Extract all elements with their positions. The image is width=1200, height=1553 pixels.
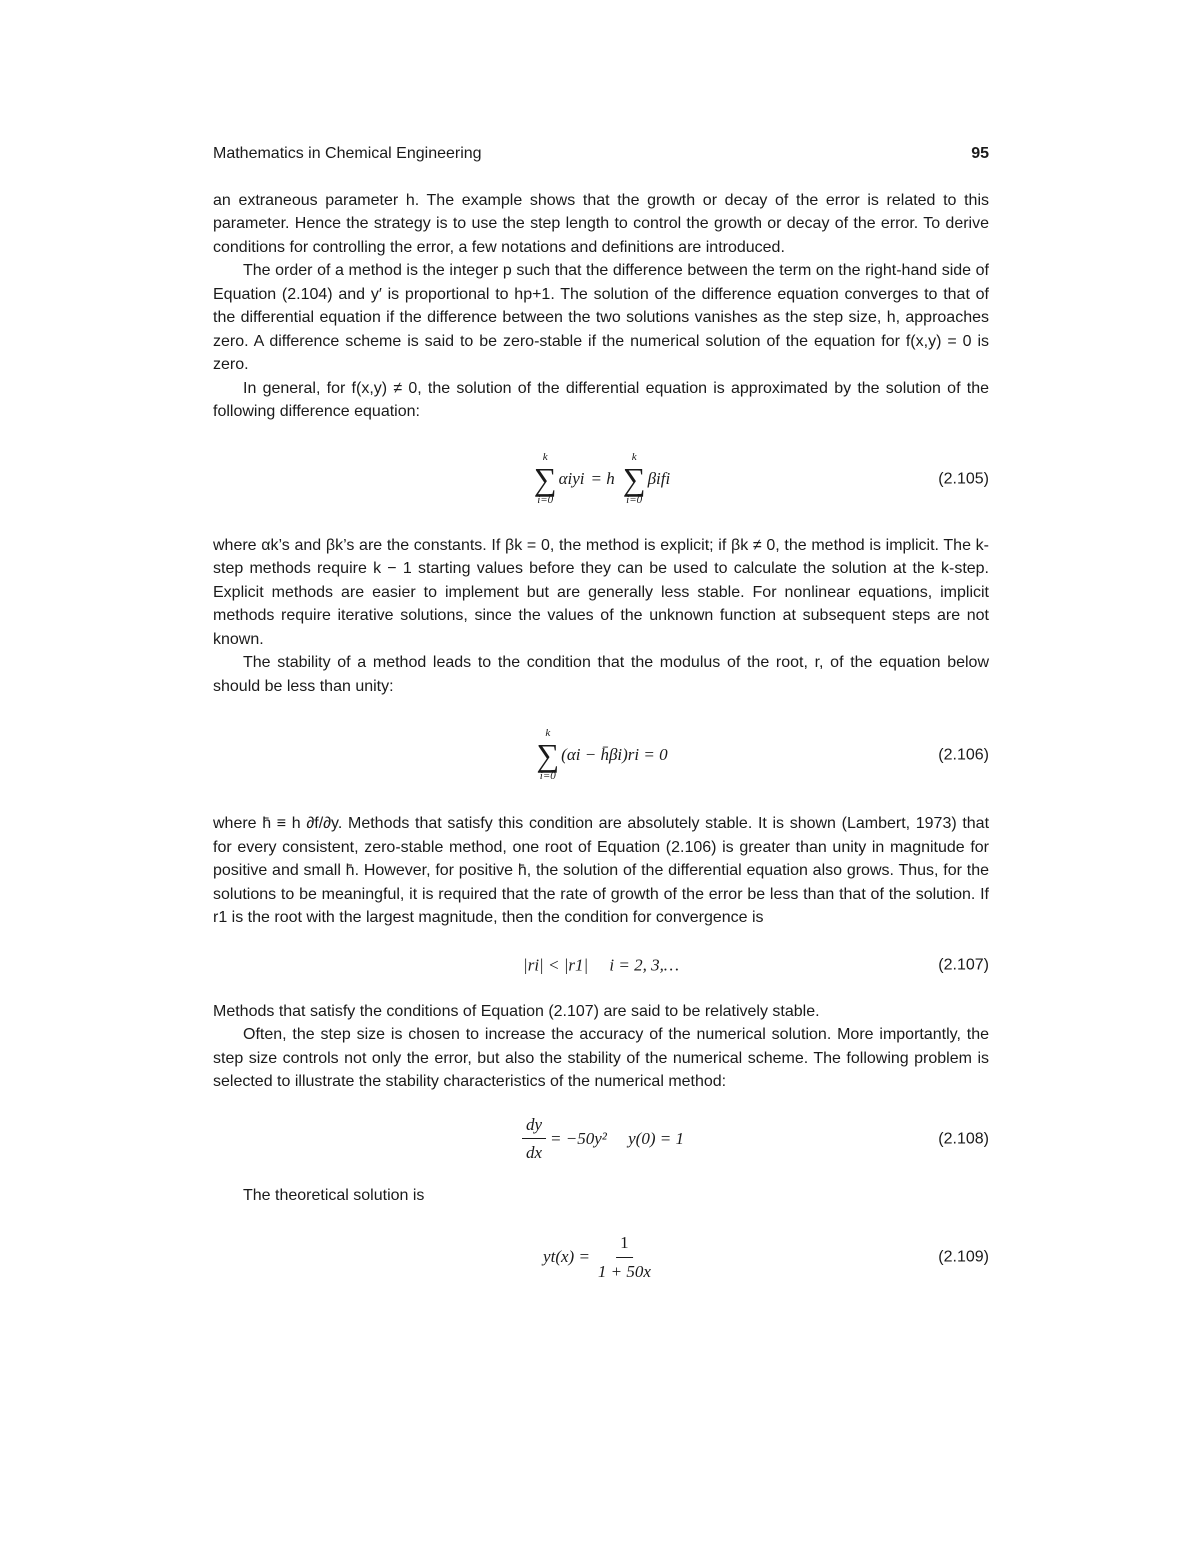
equation-2-106 [213, 698, 989, 812]
equation-number: (2.108) [938, 1129, 989, 1147]
paragraph-8: Often, the step size is chosen to increase the accuracy of the numerical solution. More importantly, the step size controls not only the error, but also the stability of the numerical scheme. The following problem is selected to illustrate the stability characteristics of the numerical method: [213, 1026, 989, 1090]
equation-number: (2.105) [938, 469, 989, 487]
equation-rhs: βifi [647, 468, 671, 488]
summation-symbol: k ∑ i=0 [533, 450, 557, 506]
equation-2-109 [213, 1207, 989, 1307]
summation-symbol: k ∑ i=0 [536, 727, 560, 782]
paragraph-5: The stability of a method leads to the condition that the modulus of the root, r, of the equation below should be less than unity: [213, 654, 989, 695]
equation-mid: = h [590, 468, 615, 488]
equation-2-108 [213, 1094, 989, 1184]
equation-lhs: yt(x) = [543, 1247, 590, 1267]
page-number: 95 [971, 145, 989, 162]
hbar-definition: where h̄ ≡ h ∂f/∂y. [213, 815, 343, 832]
equation-number: (2.106) [938, 746, 989, 764]
equation-body: |ri| < |r1| i = 2, 3,… [523, 954, 679, 974]
derivative-fraction: $\frac{dy}{dx}$ [522, 1113, 546, 1165]
summation-symbol: k ∑ i=0 [622, 450, 646, 506]
paragraph-1: an extraneous parameter h. The example shows that the growth or decay of the error is related to this parameter. Hence the strategy is to use the step length to control the growth or decay of the error. To derive conditions for controlling the error, a few notations and definitions are introduced. [213, 191, 989, 256]
solution-fraction: $\frac{1}{1 + 50x}$ [597, 1233, 651, 1281]
paragraph-6 [213, 812, 989, 930]
equation-body: (αi − h̄βi)ri = 0 [561, 745, 668, 765]
page [213, 140, 989, 1307]
paragraph-2: The order of a method is the integer p such that the difference between the term on the right-hand side of Equation (2.104) and y′ is proportional to hp+1. The solution of the difference equation converges to that of the differential equation if the difference between the two solutions vanishes as the step size, h, approaches zero. A difference scheme is said to be zero-stable if the numerical solution of the equation for f(x,y) = 0 is zero. [213, 262, 989, 373]
paragraph-4: where αk’s and βk’s are the constants. If βk = 0, the method is explicit; if βk ≠ 0, the method is implicit. The k-step methods require k − 1 starting values before they can be used to calculate the solution at the k-step. Explicit methods are easier to implement but are generally less stable. For nonlinear equations, implicit methods require iterative solutions, since the values of the unknown function at subsequent steps are not known. [213, 536, 989, 648]
equation-2-105 [213, 424, 989, 534]
equation-2-107 [213, 930, 989, 1000]
equation-lhs: αiyi [558, 468, 585, 488]
paragraph-9: The theoretical solution is [243, 1186, 425, 1204]
paragraph-3: In general, for f(x,y) ≠ 0, the solution of the differential equation is approximated by the solution of the following difference equation: [213, 379, 989, 420]
running-head-title: Mathematics in Chemical Engineering [213, 145, 482, 162]
paragraph-7: Methods that satisfy the conditions of Equation (2.107) are said to be relatively stable. [213, 1002, 820, 1020]
paragraph-6-body: Methods that satisfy this condition are absolutely stable. It is shown (Lambert, 1973) that for every consistent, zero-stable method, one root of Equation (2.106) is greater than unity in magnitude for positive and small h̄. However, for positive h̄, the solution of the differential equation also grows. Thus, for the solutions to be meaningful, it is required that the rate of growth of the error be less than that of the solution. If r1 is the root with the largest magnitude, then the condition for convergence is [213, 815, 990, 926]
equation-number: (2.107) [938, 955, 989, 973]
running-head [213, 140, 989, 166]
equation-number: (2.109) [938, 1248, 989, 1266]
equation-rhs: = −50y² y(0) = 1 [550, 1128, 684, 1148]
